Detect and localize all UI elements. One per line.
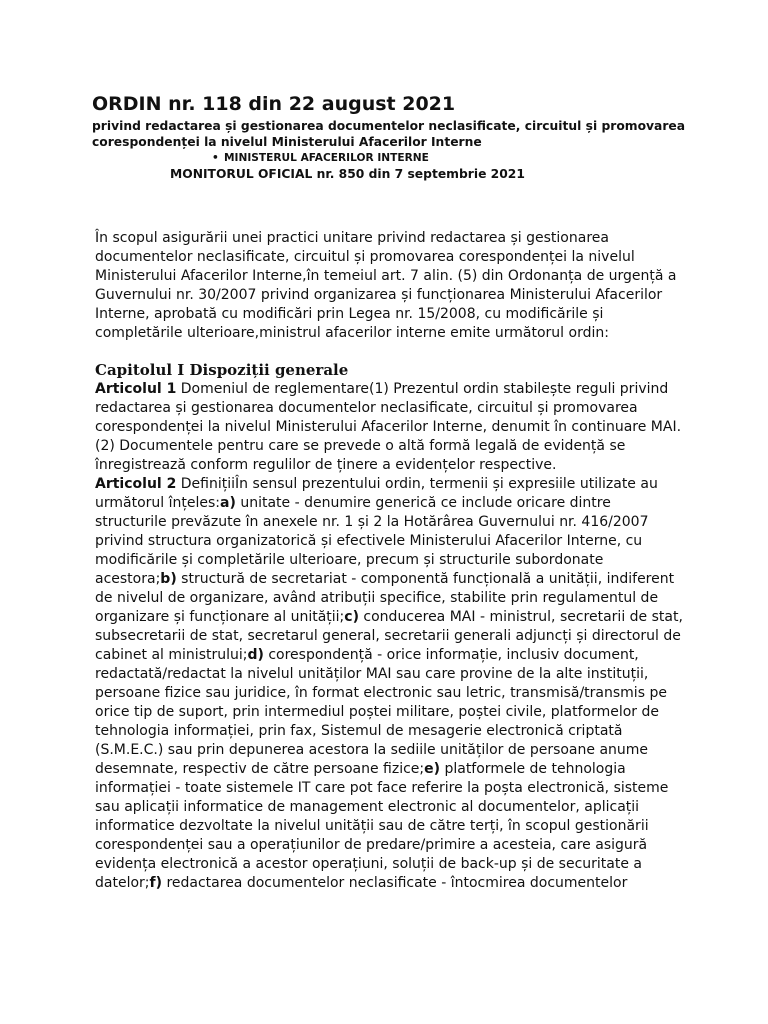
definition-letter: a) xyxy=(220,495,236,511)
document-body xyxy=(95,229,683,893)
definition-text: structură de secretariat - componentă funcțională a unității, indiferent de nivelul de organizare, având atribuții specifice, stabilite prin regulamentul de organizare și funcționare al unității; xyxy=(95,571,675,625)
definition-letter: b) xyxy=(160,571,177,587)
bullet-icon: • xyxy=(212,152,219,164)
definition-letter: e) xyxy=(424,761,441,777)
article-2-title: Articolul 2 xyxy=(95,476,177,492)
definition-letter: f) xyxy=(149,875,162,891)
issuer-line xyxy=(212,151,692,165)
article-2 xyxy=(95,475,683,893)
issuer: MINISTERUL AFACERILOR INTERNE xyxy=(224,152,429,164)
definition-text: unitate - denumire generică ce include oricare dintre structurile prevăzute în anexele nr. 1 și 2 la Hotărârea Guvernului nr. 416/2007 privind structura organizatorică și efectivele Ministerului Afacerilor Interne, cu modificările și completările ulterioare, precum și structurile subordonate acestora; xyxy=(95,495,649,587)
definition-text: corespondență - orice informație, inclusiv document, redactată/redactat la nivelul unităților MAI sau care provine de la alte instituții, persoane fizice sau juridice, în format electronic sau letric, transmisă/transmis pe orice tip de suport, prin intermediul poștei militare, poștei civile, platformelor de tehnologia informației, prin fax, Sistemul de mesagerie electronică criptată (S.M.E.C.) sau prin depunerea acestora la sediile unităților de persoane anume desemnate, respectiv de către persoane fizice; xyxy=(95,647,667,777)
definition-letter: d) xyxy=(247,647,264,663)
definition-text: redactarea documentelor neclasificate - întocmirea documentelor xyxy=(162,875,628,891)
article-1 xyxy=(95,380,683,475)
article-1-text: Domeniul de reglementare(1) Prezentul ordin stabilește reguli privind redactarea și gestionarea documentelor neclasificate, circuitul și promovarea corespondenței la nivelul Ministerului Afacerilor Interne, denumit în continuare MAI.(2) Documentele pentru care se prevede o altă formă legală de evidență se înregistrează conform regulilor de ținere a evidențelor respective. xyxy=(95,381,682,473)
document-header xyxy=(92,92,692,182)
official-gazette: MONITORUL OFICIAL nr. 850 din 7 septembrie 2021 xyxy=(170,167,525,181)
definition-letter: c) xyxy=(344,609,359,625)
definition-text: platformele de tehnologia informației - toate sistemele IT care pot face referire la poșta electronică, sisteme sau aplicații informatice de management electronic al documentelor, aplicații informatice dezvoltate la nivelul unității sau de către terți, în scopul gestionării corespondenței sau a operațiunilor de predare/primire a acesteia, care asigură evidența electronică a acestor operațiuni, soluții de back-up și de securitate a datelor; xyxy=(95,761,669,891)
article-1-title: Articolul 1 xyxy=(95,381,177,397)
definition-text: conducerea MAI - ministrul, secretarii de stat, subsecretarii de stat, secretarul general, secretarii generali adjuncți și directorul de cabinet al ministrului; xyxy=(95,609,683,663)
intro-paragraph: În scopul asigurării unei practici unitare privind redactarea și gestionarea documentelor neclasificate, circuitul și promovarea corespondenței la nivelul Ministerului Afacerilor Interne,în temeiul art. 7 alin. (5) din Ordonanța de urgență a Guvernului nr. 30/2007 privind organizarea și funcționarea Ministerului Afacerilor Interne, aprobată cu modificări prin Legea nr. 15/2008, cu modificările și completările ulterioare,ministrul afacerilor interne emite următorul ordin: xyxy=(95,230,677,341)
article-2-text: DefinițiiÎn sensul prezentului ordin, termenii și expresiile utilizate au următorul înțeles: xyxy=(95,476,658,511)
chapter-heading: Capitolul I Dispoziții generale xyxy=(95,361,349,379)
order-title: ORDIN nr. 118 din 22 august 2021 xyxy=(92,93,456,115)
order-subtitle: privind redactarea și gestionarea documentelor neclasificate, circuitul și promovarea corespondenței la nivelul Ministerului Afacerilor Interne xyxy=(92,119,686,149)
